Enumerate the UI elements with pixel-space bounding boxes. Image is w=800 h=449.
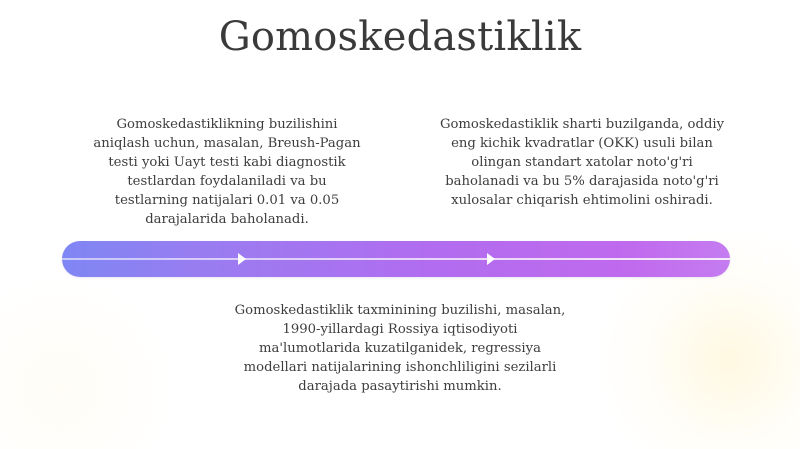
slide-title: Gomoskedastiklik	[218, 14, 582, 60]
timeline-bar	[62, 241, 730, 277]
timeline-line	[62, 258, 730, 260]
arrow-right-icon	[763, 253, 771, 265]
text-block-left: Gomoskedastiklikning buzilishini aniqlash uchun, masalan, Breush-Pagan testi yoki Uayt testi kabi diagnostik testlardan foydalaniladi va bu testlarning natijalari 0.01 va 0.05 darajalarida baholanadi.	[93, 117, 361, 227]
background-glow	[0, 280, 180, 449]
arrow-right-icon	[487, 253, 495, 265]
text-block-bottom: Gomoskedastiklik taxminining buzilishi, masalan, 1990-yillardagi Rossiya iqtisodiyoti ma'lumotlarida kuzatilganidek, regressiya modellari natijalarining ishonchliligini sezilarli darajada pasaytirishi mumkin.	[234, 303, 566, 394]
arrow-right-icon	[238, 253, 246, 265]
text-block-right: Gomoskedastiklik sharti buzilganda, oddiy eng kichik kvadratlar (OKK) usuli bilan olingan standart xatolar noto'g'ri baholanadi va bu 5% darajasida noto'g'ri xulosalar chiqarish ehtimolini oshiradi.	[439, 117, 725, 208]
